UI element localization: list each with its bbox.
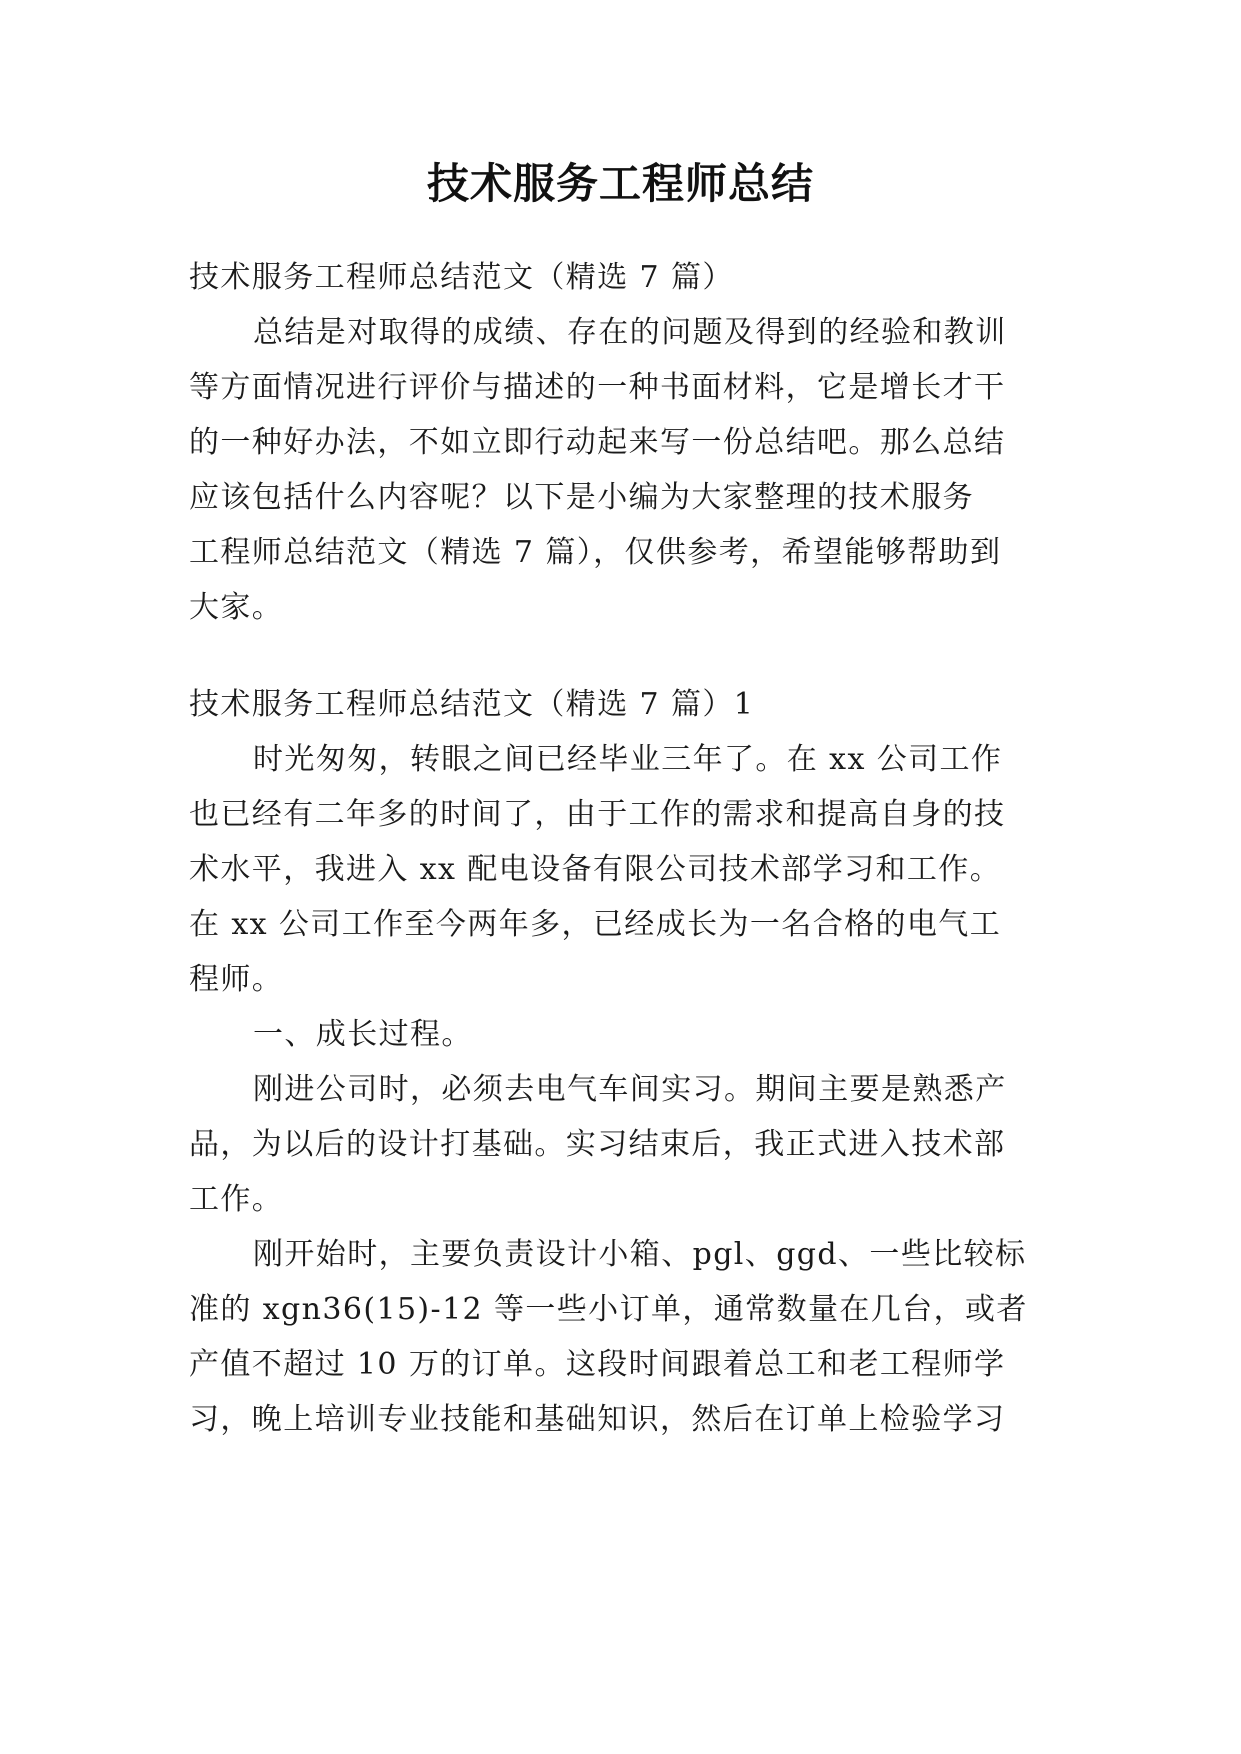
paragraph-line: 在 xx 公司工作至今两年多，已经成长为一名合格的电气工 [189,907,1002,942]
paragraph-line: 刚进公司时，必须去电气车间实习。期间主要是熟悉产 [253,1072,1007,1107]
document-title: 技术服务工程师总结 [426,159,814,208]
paragraph-line: 的一种好办法，不如立即行动起来写一份总结吧。那么总结 [189,425,1006,460]
paragraph-line: 等方面情况进行评价与描述的一种书面材料，它是增长才干 [189,370,1006,405]
paragraph-line: 工程师总结范文（精选 7 篇），仅供参考，希望能够帮助到 [189,535,1002,570]
paragraph-line: 准的 xgn36(15)-12 等一些小订单，通常数量在几台，或者 [189,1292,1028,1327]
paragraph-line: 习，晚上培训专业技能和基础知识，然后在订单上检验学习 [189,1402,1006,1437]
paragraph-line: 程师。 [189,962,284,997]
subsection-heading: 一、成长过程。 [253,1017,473,1052]
paragraph-line: 刚开始时，主要负责设计小箱、pgl、ggd、一些比较标 [253,1237,1027,1272]
paragraph-line: 术水平，我进入 xx 配电设备有限公司技术部学习和工作。 [189,852,1002,887]
paragraph-line: 产值不超过 10 万的订单。这段时间跟着总工和老工程师学 [189,1347,1006,1382]
paragraph-line: 工作。 [189,1182,284,1217]
paragraph-line: 时光匆匆，转眼之间已经毕业三年了。在 xx 公司工作 [253,742,1003,777]
paragraph-line: 大家。 [189,590,284,625]
section-heading: 技术服务工程师总结范文（精选 7 篇）1 [189,687,755,722]
intro-heading: 技术服务工程师总结范文（精选 7 篇） [189,260,734,295]
paragraph-line: 也已经有二年多的时间了，由于工作的需求和提高自身的技 [189,797,1006,832]
paragraph-line: 应该包括什么内容呢？以下是小编为大家整理的技术服务 [189,480,974,515]
paragraph-line: 品，为以后的设计打基础。实习结束后，我正式进入技术部 [189,1127,1006,1162]
paragraph-line: 总结是对取得的成绩、存在的问题及得到的经验和教训 [253,315,1007,350]
